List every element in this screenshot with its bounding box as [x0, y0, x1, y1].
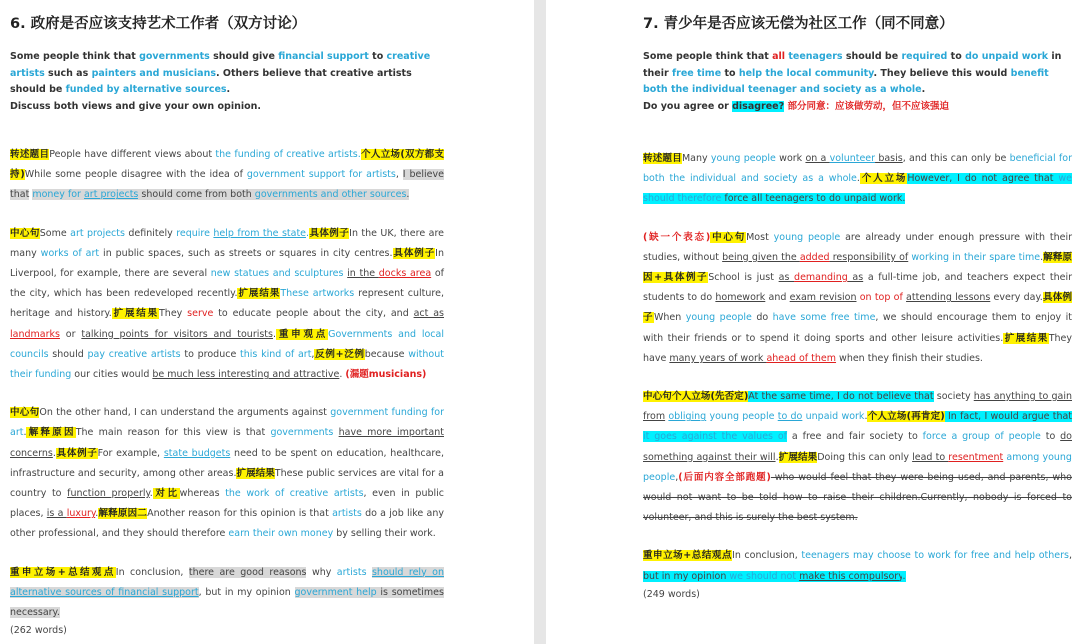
- text-run: .: [921, 84, 926, 95]
- text-run: but in my opinion: [643, 570, 727, 582]
- text-run: is sometimes necessary.: [10, 586, 444, 619]
- text-run: lead to: [912, 451, 949, 463]
- text-run: governments and other sources: [254, 189, 407, 201]
- text-run: artists: [332, 508, 362, 520]
- text-run: society: [933, 391, 974, 403]
- text-run: 部分同意：应该做劳动，但不应该强迫: [784, 100, 949, 112]
- text-run: School is just: [708, 272, 779, 284]
- text-run: working in their spare time: [911, 251, 1041, 263]
- text-run: resentment: [948, 451, 1004, 463]
- text-run: governments: [139, 51, 210, 62]
- text-run: do a job like any other professional, and they should therefore: [10, 508, 444, 540]
- text-run: government support for artists: [246, 169, 396, 181]
- text-run: require: [176, 227, 214, 239]
- paragraph-conclusion: [643, 546, 1072, 586]
- text-run: Doing this can only: [817, 451, 913, 463]
- text-run: among young people: [643, 451, 1072, 483]
- paragraph-body-2: [643, 387, 1072, 528]
- text-run: we should therefore: [643, 173, 1072, 205]
- text-run: While some people disagree with the idea of: [24, 169, 247, 181]
- text-run: Most: [746, 231, 774, 243]
- text-run: 转述题目: [10, 149, 50, 160]
- text-run: In the UK, there are many: [10, 227, 444, 259]
- text-run: when they finish their studies.: [836, 352, 983, 364]
- text-run: , even in public places,: [10, 488, 445, 520]
- text-run: Another reason for this opinion is that: [147, 508, 333, 520]
- text-run: At the same time, I do not believe that: [748, 391, 934, 403]
- text-run: be much less interesting and attractive: [152, 369, 340, 381]
- text-run: artists: [336, 566, 367, 578]
- text-run: obliging: [668, 411, 707, 423]
- text-run: 具体例子: [392, 247, 436, 259]
- text-run: ,: [311, 348, 315, 360]
- text-run: help from the state: [213, 227, 307, 239]
- text-run: in public spaces,: [99, 247, 188, 259]
- text-run: teenagers: [788, 51, 843, 62]
- text-run: 个人立场(再肯定): [867, 411, 945, 423]
- text-run: responsibility of: [829, 251, 909, 263]
- text-run: , and this can: [902, 153, 972, 164]
- text-run: 扩展结果: [778, 451, 818, 463]
- text-run: young people: [710, 153, 776, 164]
- text-run: In conclusion,: [732, 550, 802, 562]
- paragraph-introduction: [643, 149, 1072, 210]
- text-run: In Liverpool,: [10, 247, 444, 280]
- text-run: unpaid work: [805, 411, 865, 423]
- text-run: These artworks: [280, 288, 355, 300]
- text-run: there are good reasons: [188, 566, 307, 578]
- essay-page-7: [546, 0, 1080, 644]
- text-run: as: [778, 272, 795, 284]
- text-run: .: [272, 328, 277, 340]
- text-run: force a group of people: [922, 431, 1041, 443]
- text-run: (后面内容全部跑题): [678, 471, 771, 483]
- essay-title: 6. 政府是否应该支持艺术工作者（双方讨论）: [10, 16, 307, 32]
- text-run: 中心句个人立场(先否定): [643, 391, 749, 403]
- text-run: Some people think that: [10, 51, 140, 62]
- text-run: should be: [842, 51, 902, 62]
- text-run: young people: [773, 231, 841, 243]
- text-run: .: [856, 173, 860, 185]
- text-run: On the other hand, I can understand the arguments against: [39, 407, 331, 419]
- text-run: .: [149, 488, 153, 500]
- paragraph-body-2: [10, 403, 444, 544]
- word-count: (249 words): [643, 588, 700, 600]
- text-run: who would feel that they were being used, and parents, who would not want to be told how to raise their children.Currently, nobody is forced to volunteer, and this is surely the best system.: [643, 471, 1072, 524]
- text-run: in the: [347, 268, 379, 280]
- text-run: .: [1040, 251, 1044, 263]
- text-run: (缺一个表态): [643, 231, 711, 243]
- text-run: to do: [777, 411, 803, 423]
- text-run: teenagers may choose to work for free and help others: [801, 550, 1069, 562]
- text-run: young people: [709, 411, 775, 423]
- text-run: being given the: [722, 251, 800, 263]
- text-run: for example,: [60, 268, 121, 280]
- text-run: landmarks: [10, 328, 60, 340]
- text-run: earn their own money: [228, 528, 334, 540]
- text-run: are already under enough pressure with their studies, without: [643, 231, 1072, 263]
- text-run: this kind of art: [240, 348, 312, 360]
- text-run: .: [306, 227, 310, 239]
- text-run: (漏题musicians): [345, 369, 427, 381]
- text-run: force all teenagers to do unpaid work.: [724, 193, 906, 205]
- text-run: pay creative artists: [87, 348, 181, 360]
- text-run: creative artists: [10, 51, 431, 79]
- text-run: ahead of them: [766, 352, 837, 364]
- essay-prompt: [10, 49, 444, 99]
- text-run: be: [991, 153, 1010, 164]
- text-run: by selling their work.: [333, 528, 436, 540]
- text-run: 中心句: [10, 407, 40, 419]
- text-run: act as: [413, 308, 444, 320]
- text-run: new statues and sculptures: [210, 268, 344, 280]
- text-run: such as: [44, 67, 92, 79]
- text-run: free time: [672, 67, 722, 79]
- text-run: .: [95, 508, 99, 520]
- text-run: 重申观点: [276, 328, 329, 340]
- text-run: 扩展结果: [236, 467, 275, 479]
- text-run: 个人立场(双方都支持): [10, 149, 444, 181]
- text-run: art projects: [70, 227, 125, 239]
- text-run: work: [775, 153, 806, 164]
- text-run: to: [947, 51, 966, 62]
- paragraph-conclusion: [10, 563, 444, 624]
- text-run: 具体例子: [309, 227, 350, 239]
- text-run: .: [406, 189, 410, 201]
- essay-prompt: [643, 49, 1072, 99]
- text-run: .: [775, 451, 779, 463]
- text-run: art projects: [83, 189, 139, 201]
- text-run: as: [847, 272, 864, 284]
- text-run: function properly: [67, 488, 150, 500]
- text-run: ,: [1068, 550, 1072, 562]
- text-run: 中心句: [10, 227, 40, 239]
- text-run: without their funding: [10, 348, 444, 381]
- text-run: should come from both: [138, 189, 255, 201]
- essay-page-6: [0, 0, 534, 644]
- text-run: 对比: [152, 488, 180, 500]
- text-run: should give: [209, 51, 279, 62]
- text-run: .: [226, 84, 231, 95]
- text-run: basis: [875, 153, 903, 164]
- text-run: .: [339, 369, 346, 381]
- text-run: ,: [395, 169, 403, 181]
- text-run: 具体例子: [55, 447, 98, 459]
- text-run: 解释原因+具体例子: [643, 251, 1072, 284]
- text-run: have some free time: [772, 312, 876, 324]
- text-run: Many: [681, 153, 711, 164]
- text-run: all: [772, 51, 786, 62]
- text-run: to: [1040, 431, 1061, 443]
- text-run: Some people think that: [643, 51, 773, 62]
- text-run: definitely: [124, 227, 177, 239]
- text-run: .: [52, 447, 56, 459]
- text-run: In fact, I would argue that: [944, 411, 1073, 423]
- text-run: I believe that: [10, 169, 444, 201]
- text-run: to produce: [180, 348, 241, 360]
- text-run: the funding of creative artists.: [215, 149, 361, 160]
- text-run: docks area: [378, 268, 432, 280]
- text-run: 扩展结果: [111, 308, 159, 320]
- text-run: do: [751, 312, 773, 324]
- text-run: Governments and local councils: [10, 328, 444, 360]
- text-run: streets or squares in city centres.: [224, 247, 393, 259]
- text-run: in their: [643, 51, 1062, 79]
- text-run: represent culture, heritage and history.: [10, 288, 444, 320]
- text-run: state budgets: [163, 447, 231, 459]
- text-run: the work of creative artists: [225, 488, 364, 500]
- text-run: .: [902, 570, 906, 582]
- text-run: a full-time job, and teachers expect their students to do: [643, 272, 1073, 304]
- text-run: every day.: [990, 292, 1043, 304]
- text-run: , but in my opinion: [198, 586, 295, 598]
- text-run: to: [721, 67, 739, 79]
- text-run: 具体例子: [643, 292, 1072, 324]
- text-run: 扩展结果: [237, 288, 281, 300]
- text-run: there are several: [120, 268, 211, 280]
- text-run: . Others believe that creative artists should be: [10, 67, 412, 95]
- text-run: and: [765, 292, 790, 304]
- text-run: many years of work: [669, 352, 767, 364]
- text-run: need to be spent on education, healthcare, infrastructure and security, among other areas.: [10, 447, 444, 479]
- text-run: These public services are vital for a country to: [10, 467, 444, 500]
- text-run: 扩展结果: [1003, 332, 1049, 344]
- text-run: However, I do not agree that: [907, 173, 1059, 185]
- text-run: works of art: [40, 247, 100, 259]
- text-run: young people: [685, 312, 752, 324]
- text-run: 重申立场+总结观点: [643, 550, 733, 562]
- text-run: or: [59, 328, 82, 340]
- text-run: serve: [187, 308, 214, 320]
- text-run: have more important concerns: [10, 427, 444, 459]
- paragraph-introduction: [10, 145, 444, 206]
- text-run: They have: [643, 332, 1072, 364]
- text-run: is a: [46, 508, 67, 520]
- text-run: . They believe this would: [873, 67, 1011, 79]
- text-run: has anything to gain from: [643, 391, 1072, 423]
- text-run: 转述题目: [643, 153, 682, 164]
- text-run: money for: [32, 189, 84, 201]
- text-run: we should not: [726, 570, 800, 582]
- text-run: They: [159, 308, 188, 320]
- text-run: attending lessons: [906, 292, 991, 304]
- text-run: 解释原因二: [98, 508, 148, 520]
- text-run: on a: [805, 153, 830, 164]
- text-run: should rely on alternative sources of financial support: [10, 566, 444, 598]
- text-run: government funding for art: [10, 407, 444, 439]
- text-run: 反例+泛例: [314, 348, 365, 360]
- text-run: .: [23, 427, 27, 439]
- text-run: to: [368, 51, 387, 62]
- text-run: added: [799, 251, 830, 263]
- text-run: to educate people about the city, and: [213, 308, 414, 320]
- text-run: The main reason for this view is that: [75, 427, 271, 439]
- text-run: only: [971, 153, 992, 164]
- text-run: 重申立场+总结观点: [10, 566, 116, 578]
- text-run: Do you agree or: [643, 100, 733, 112]
- paragraph-body-1: [643, 228, 1072, 369]
- text-run: People have different views about: [49, 149, 216, 160]
- text-run: a free and fair society to: [787, 431, 923, 443]
- text-run: In conclusion,: [115, 566, 189, 578]
- text-run: luxury: [66, 508, 96, 520]
- essay-prompt-question: [643, 99, 1072, 116]
- text-run: Some: [39, 227, 71, 239]
- text-run: When: [653, 312, 686, 324]
- text-run: such as: [187, 247, 225, 259]
- text-run: help the local community: [738, 67, 874, 79]
- essay-title: 7. 青少年是否应该无偿为社区工作（同不同意）: [643, 16, 954, 32]
- text-run: homework: [715, 292, 766, 304]
- text-run: because: [364, 348, 409, 360]
- text-run: .: [864, 411, 868, 423]
- text-run: of the city, which has been redeveloped recently.: [10, 268, 444, 300]
- essay-prompt-question: Discuss both views and give your own opinion.: [10, 100, 262, 112]
- text-run: ,: [675, 471, 679, 483]
- text-run: disagree?: [732, 100, 785, 112]
- text-run: funded by alternative sources: [65, 84, 227, 95]
- text-run: exam revision: [789, 292, 857, 304]
- text-run: demanding: [794, 272, 848, 284]
- text-run: , we should encourage them to enjoy it with their friends or to spend it doing sports and other leisure activities.: [643, 312, 1072, 344]
- text-run: it goes against the values of: [643, 431, 788, 443]
- text-run: required: [901, 51, 948, 62]
- text-run: beneficial for both the individual and society as a whole: [643, 153, 1072, 185]
- text-run: financial support: [278, 51, 369, 62]
- text-run: benefit both the individual teenager and society as a whole: [643, 67, 1049, 95]
- text-run: whereas: [179, 488, 226, 500]
- text-run: on top of: [859, 292, 903, 304]
- text-run: 解释原因: [26, 427, 76, 439]
- text-run: For example,: [97, 447, 164, 459]
- text-run: our cities would: [71, 369, 153, 381]
- text-run: painters and musicians: [91, 67, 216, 79]
- word-count: (262 words): [10, 625, 67, 637]
- paragraph-body-1: [10, 224, 444, 386]
- text-run: volunteer: [829, 153, 876, 164]
- text-run: do something against their will: [643, 431, 1072, 463]
- text-run: make this compulsory: [799, 570, 903, 582]
- text-run: 中心句: [710, 231, 747, 243]
- text-run: government help: [294, 586, 377, 598]
- text-run: 个人立场: [859, 173, 908, 185]
- text-run: why: [311, 566, 337, 578]
- text-run: governments: [270, 427, 334, 439]
- text-run: should: [48, 348, 88, 360]
- text-run: talking points for visitors and tourists: [81, 328, 273, 340]
- text-run: do unpaid work: [965, 51, 1049, 62]
